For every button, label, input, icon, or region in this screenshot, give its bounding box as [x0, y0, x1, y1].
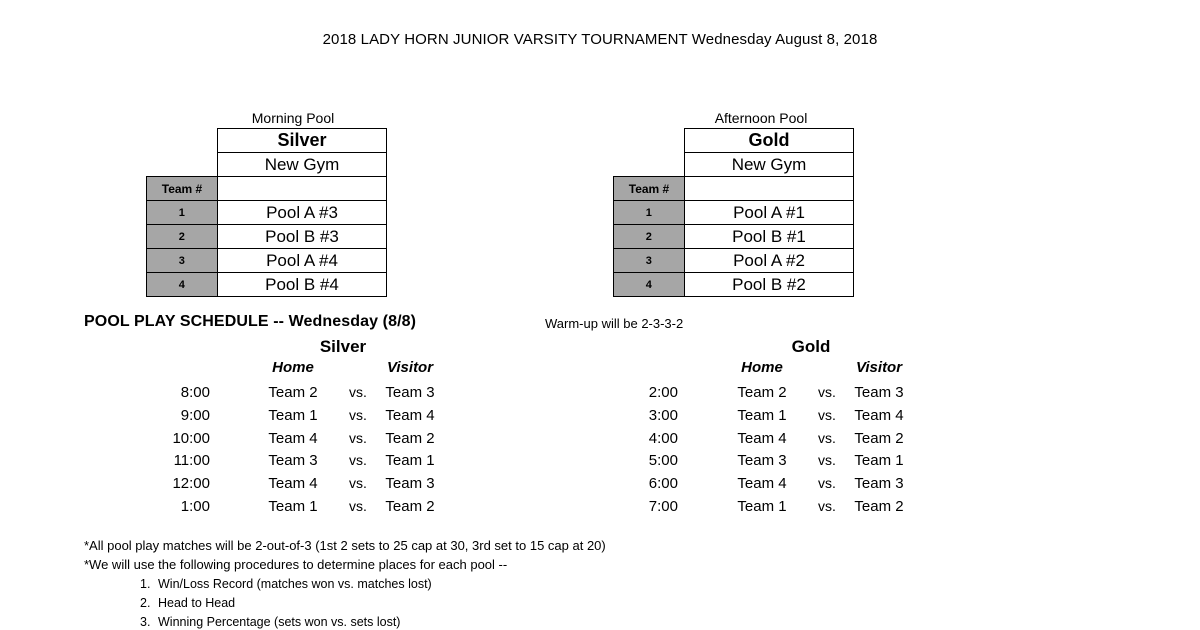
team-entry: Pool B #3	[218, 225, 387, 249]
afternoon-pool-caption: Afternoon Pool	[714, 110, 808, 126]
match-visitor: Team 1	[385, 452, 435, 469]
match-time: 8:00	[180, 384, 210, 401]
vs-label: vs.	[818, 384, 836, 400]
vs-label: vs.	[349, 407, 367, 423]
match-home: Team 4	[737, 475, 787, 492]
match-home: Team 3	[268, 452, 318, 469]
match-time: 12:00	[172, 475, 210, 492]
tiebreaker-number: 3.	[140, 615, 151, 629]
match-time: 2:00	[648, 384, 678, 401]
match-time: 5:00	[648, 452, 678, 469]
tiebreaker-item	[140, 577, 432, 591]
match-visitor: Team 3	[385, 384, 435, 401]
team-number-header: Team #	[147, 177, 218, 201]
match-visitor: Team 2	[854, 430, 904, 447]
team-entry: Pool B #1	[685, 225, 854, 249]
match-time: 11:00	[173, 452, 210, 469]
table-row	[147, 129, 387, 153]
note-procedures: *We will use the following procedures to determine places for each pool --	[84, 557, 508, 572]
gold-column-title: Gold	[791, 337, 831, 356]
spacer-cell	[614, 129, 685, 153]
pool-name: Gold	[685, 129, 854, 153]
match-home: Team 2	[268, 384, 318, 401]
match-home: Team 1	[268, 407, 318, 424]
blank-cell	[685, 177, 854, 201]
match-visitor: Team 3	[854, 475, 904, 492]
match-home: Team 4	[737, 430, 787, 447]
team-entry: Pool A #1	[685, 201, 854, 225]
team-number-header: Team #	[614, 177, 685, 201]
team-entry: Pool B #2	[685, 273, 854, 297]
match-time: 7:00	[648, 498, 678, 515]
spacer-cell	[614, 153, 685, 177]
table-row	[147, 225, 387, 249]
table-row	[147, 177, 387, 201]
silver-visitor-label: Visitor	[386, 359, 434, 376]
team-number: 3	[147, 249, 218, 273]
morning-pool-caption: Morning Pool	[251, 110, 335, 126]
tiebreaker-text: Win/Loss Record (matches won vs. matches lost)	[158, 577, 432, 591]
table-row	[147, 201, 387, 225]
table-row	[614, 129, 854, 153]
gold-home-label: Home	[741, 359, 783, 376]
match-visitor: Team 2	[385, 430, 435, 447]
match-visitor: Team 4	[854, 407, 904, 424]
vs-label: vs.	[818, 452, 836, 468]
table-row	[614, 225, 854, 249]
tiebreaker-item	[140, 596, 235, 610]
pool-gym: New Gym	[685, 153, 854, 177]
gold-visitor-label: Visitor	[855, 359, 903, 376]
vs-label: vs.	[349, 452, 367, 468]
spacer-cell	[147, 129, 218, 153]
table-row	[147, 153, 387, 177]
table-row	[614, 177, 854, 201]
match-visitor: Team 2	[854, 498, 904, 515]
team-entry: Pool A #4	[218, 249, 387, 273]
warmup-note: Warm-up will be 2-3-3-2	[545, 316, 684, 331]
gold-match-row	[0, 495, 1000, 518]
team-number: 4	[614, 273, 685, 297]
team-number: 4	[147, 273, 218, 297]
tiebreaker-text: Winning Percentage (sets won vs. sets lost)	[158, 615, 401, 629]
tiebreaker-item	[140, 615, 400, 629]
match-time: 1:00	[180, 498, 210, 515]
note-match-format: *All pool play matches will be 2-out-of-3 (1st 2 sets to 25 cap at 30, 3rd set to 15 cap at 20)	[84, 538, 606, 553]
team-number: 1	[614, 201, 685, 225]
vs-label: vs.	[349, 430, 367, 446]
silver-column-title: Silver	[319, 337, 367, 356]
table-row	[147, 249, 387, 273]
vs-label: vs.	[818, 475, 836, 491]
match-home: Team 1	[737, 407, 787, 424]
table-row	[614, 249, 854, 273]
pool-gym: New Gym	[218, 153, 387, 177]
match-home: Team 3	[737, 452, 787, 469]
match-visitor: Team 1	[854, 452, 904, 469]
match-home: Team 1	[737, 498, 787, 515]
pool-name: Silver	[218, 129, 387, 153]
gold-match-row	[0, 427, 1000, 450]
table-row	[614, 273, 854, 297]
gold-match-row	[0, 449, 1000, 472]
blank-cell	[218, 177, 387, 201]
match-time: 3:00	[648, 407, 678, 424]
table-row	[614, 153, 854, 177]
page-title: 2018 LADY HORN JUNIOR VARSITY TOURNAMENT Wednesday August 8, 2018	[322, 31, 878, 48]
match-home: Team 4	[268, 475, 318, 492]
table-row	[147, 273, 387, 297]
match-time: 4:00	[648, 430, 678, 447]
match-visitor: Team 4	[385, 407, 435, 424]
vs-label: vs.	[349, 384, 367, 400]
vs-label: vs.	[818, 407, 836, 423]
match-visitor: Team 3	[854, 384, 904, 401]
gold-match-row	[0, 404, 1000, 427]
team-entry: Pool B #4	[218, 273, 387, 297]
team-number: 1	[147, 201, 218, 225]
vs-label: vs.	[349, 498, 367, 514]
match-time: 9:00	[180, 407, 210, 424]
tiebreaker-number: 2.	[140, 596, 151, 610]
tiebreaker-text: Head to Head	[158, 596, 236, 610]
morning-pool-table	[146, 128, 387, 297]
match-visitor: Team 3	[385, 475, 435, 492]
silver-home-label: Home	[272, 359, 314, 376]
spacer-cell	[147, 153, 218, 177]
match-time: 10:00	[172, 430, 210, 447]
team-entry: Pool A #2	[685, 249, 854, 273]
afternoon-pool-table	[613, 128, 854, 297]
vs-label: vs.	[818, 498, 836, 514]
gold-match-row	[0, 472, 1000, 495]
team-number: 2	[147, 225, 218, 249]
match-home: Team 1	[268, 498, 318, 515]
match-home: Team 4	[268, 430, 318, 447]
team-number: 3	[614, 249, 685, 273]
schedule-heading: POOL PLAY SCHEDULE -- Wednesday (8/8)	[84, 313, 417, 330]
match-home: Team 2	[737, 384, 787, 401]
gold-match-row	[0, 381, 1000, 404]
vs-label: vs.	[818, 430, 836, 446]
tiebreaker-number: 1.	[140, 577, 151, 591]
table-row	[614, 201, 854, 225]
match-time: 6:00	[648, 475, 678, 492]
team-entry: Pool A #3	[218, 201, 387, 225]
team-number: 2	[614, 225, 685, 249]
match-visitor: Team 2	[385, 498, 435, 515]
vs-label: vs.	[349, 475, 367, 491]
